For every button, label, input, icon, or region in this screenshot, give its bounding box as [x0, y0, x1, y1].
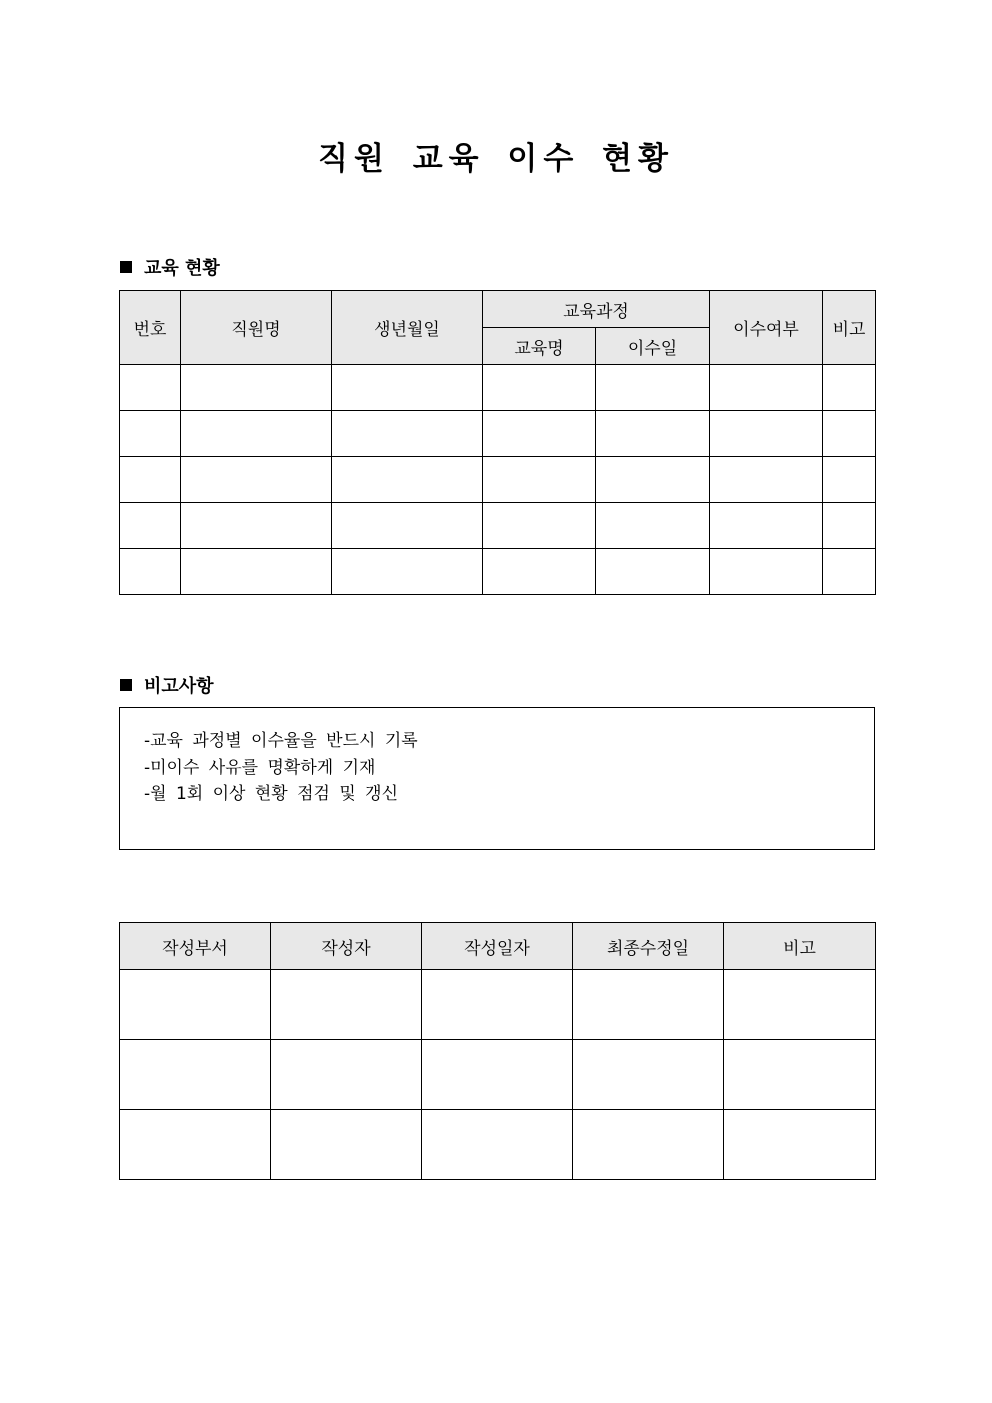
cell-completion-date[interactable]: [596, 411, 710, 457]
cell-author-department[interactable]: [120, 1110, 271, 1180]
cell-birth-date[interactable]: [332, 549, 483, 595]
sign-table: [119, 922, 876, 1180]
cell-number[interactable]: [120, 411, 181, 457]
sign-row: [120, 970, 876, 1040]
square-bullet-icon: [120, 261, 132, 273]
remarks-line: -교육 과정별 이수율을 반드시 기록: [144, 731, 418, 751]
header-employee-name: 직원명: [181, 291, 332, 365]
education-section-heading: [120, 254, 220, 280]
remarks-list: [144, 728, 418, 808]
remarks-line: -월 1회 이상 현황 점검 및 갱신: [144, 784, 399, 804]
cell-course-name[interactable]: [483, 549, 596, 595]
cell-completion-date[interactable]: [596, 549, 710, 595]
cell-author[interactable]: [271, 1040, 422, 1110]
cell-written-date[interactable]: [422, 1110, 573, 1180]
header-last-modified: 최종수정일: [573, 923, 724, 970]
cell-remarks[interactable]: [823, 503, 876, 549]
header-course-group: 교육과정: [483, 291, 710, 328]
cell-completion-status[interactable]: [710, 457, 823, 503]
cell-number[interactable]: [120, 457, 181, 503]
cell-completion-status[interactable]: [710, 549, 823, 595]
cell-course-name[interactable]: [483, 365, 596, 411]
cell-number[interactable]: [120, 549, 181, 595]
cell-last-modified[interactable]: [573, 1110, 724, 1180]
cell-author[interactable]: [271, 970, 422, 1040]
education-row: [120, 503, 876, 549]
header-completion-date: 이수일: [596, 328, 710, 365]
education-row: [120, 457, 876, 503]
cell-completion-status[interactable]: [710, 503, 823, 549]
cell-number[interactable]: [120, 503, 181, 549]
cell-completion-status[interactable]: [710, 411, 823, 457]
cell-employee-name[interactable]: [181, 457, 332, 503]
cell-last-modified[interactable]: [573, 1040, 724, 1110]
education-row: [120, 411, 876, 457]
remarks-section-label: 비고사항: [144, 676, 214, 697]
header-course-name: 교육명: [483, 328, 596, 365]
header-completion-status: 이수여부: [710, 291, 823, 365]
cell-completion-status[interactable]: [710, 365, 823, 411]
cell-last-modified[interactable]: [573, 970, 724, 1040]
cell-employee-name[interactable]: [181, 503, 332, 549]
cell-employee-name[interactable]: [181, 549, 332, 595]
remarks-section-heading: [120, 672, 214, 698]
education-row: [120, 365, 876, 411]
education-section-label: 교육 현황: [144, 258, 220, 279]
cell-birth-date[interactable]: [332, 457, 483, 503]
cell-author-department[interactable]: [120, 970, 271, 1040]
cell-number[interactable]: [120, 365, 181, 411]
cell-sign-remarks[interactable]: [724, 1040, 876, 1110]
cell-remarks[interactable]: [823, 549, 876, 595]
cell-employee-name[interactable]: [181, 411, 332, 457]
cell-birth-date[interactable]: [332, 503, 483, 549]
cell-employee-name[interactable]: [181, 365, 332, 411]
remarks-line: -미이수 사유를 명확하게 기재: [144, 757, 376, 778]
sign-row: [120, 1110, 876, 1180]
cell-completion-date[interactable]: [596, 457, 710, 503]
header-author-department: 작성부서: [120, 923, 271, 970]
cell-author-department[interactable]: [120, 1040, 271, 1110]
header-birth-date: 생년월일: [332, 291, 483, 365]
header-remarks: 비고: [823, 291, 876, 365]
cell-remarks[interactable]: [823, 411, 876, 457]
cell-course-name[interactable]: [483, 457, 596, 503]
cell-sign-remarks[interactable]: [724, 970, 876, 1040]
cell-written-date[interactable]: [422, 970, 573, 1040]
education-table: [119, 290, 876, 595]
cell-remarks[interactable]: [823, 365, 876, 411]
cell-sign-remarks[interactable]: [724, 1110, 876, 1180]
header-number: 번호: [120, 291, 181, 365]
cell-course-name[interactable]: [483, 503, 596, 549]
cell-birth-date[interactable]: [332, 411, 483, 457]
page-title: 직원 교육 이수 현황: [318, 141, 674, 177]
header-written-date: 작성일자: [422, 923, 573, 970]
cell-completion-date[interactable]: [596, 503, 710, 549]
cell-written-date[interactable]: [422, 1040, 573, 1110]
square-bullet-icon: [120, 679, 132, 691]
cell-author[interactable]: [271, 1110, 422, 1180]
header-author: 작성자: [271, 923, 422, 970]
header-sign-remarks: 비고: [724, 923, 876, 970]
remarks-box[interactable]: [119, 707, 875, 850]
cell-course-name[interactable]: [483, 411, 596, 457]
cell-remarks[interactable]: [823, 457, 876, 503]
sign-row: [120, 1040, 876, 1110]
cell-completion-date[interactable]: [596, 365, 710, 411]
education-row: [120, 549, 876, 595]
cell-birth-date[interactable]: [332, 365, 483, 411]
